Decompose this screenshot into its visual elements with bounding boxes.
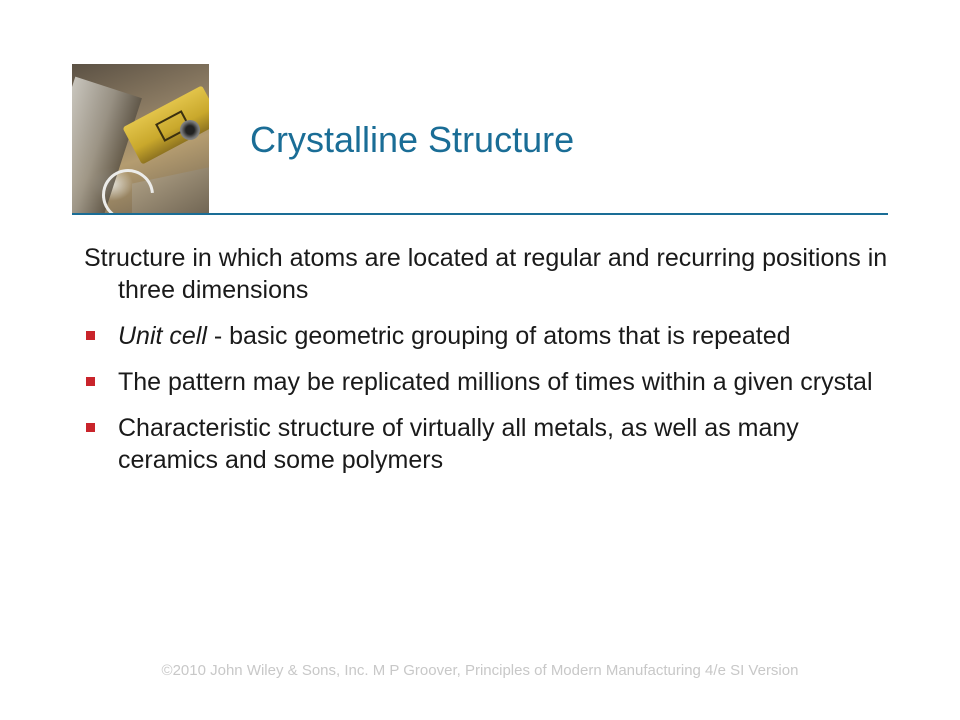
square-bullet-icon — [86, 423, 95, 432]
slide-body — [84, 242, 894, 490]
title-divider — [72, 213, 888, 215]
square-bullet-icon — [86, 331, 95, 340]
bullet-item — [84, 366, 894, 398]
bullet-item — [84, 320, 894, 352]
copyright-footer: ©2010 John Wiley & Sons, Inc. M P Groover, Principles of Modern Manufacturing 4/e SI Version — [161, 662, 799, 679]
bullet-text: The pattern may be replicated millions of times within a given crystal — [118, 368, 873, 396]
bullet-text: - basic geometric grouping of atoms that is repeated — [206, 322, 791, 350]
slide-title: Crystalline Structure — [250, 119, 575, 160]
square-bullet-icon — [86, 377, 95, 386]
photo-bolt — [180, 120, 200, 140]
bullet-item — [84, 412, 894, 476]
bullet-text: Characteristic structure of virtually all metals, as well as many ceramics and some polymers — [118, 414, 799, 474]
intro-paragraph: Structure in which atoms are located at regular and recurring positions in three dimensions — [84, 244, 888, 304]
bullet-term: Unit cell — [118, 322, 207, 350]
header-photo — [72, 64, 209, 214]
